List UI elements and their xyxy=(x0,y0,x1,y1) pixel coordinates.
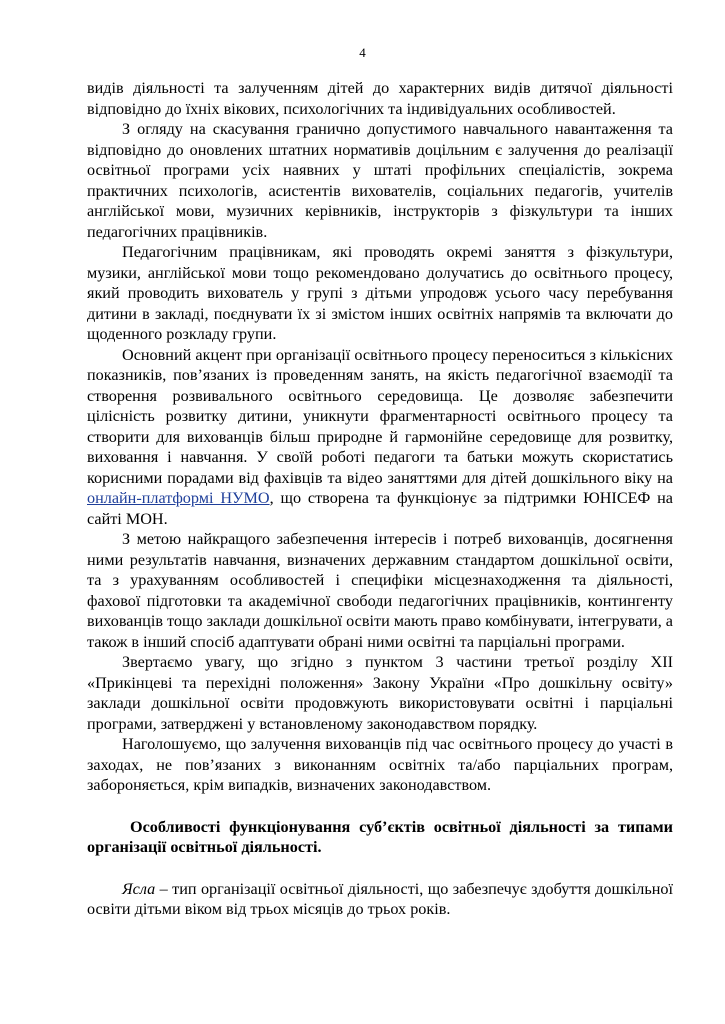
paragraph-4-tail: , що створена та функціонує за підтримки ЮНІСЕФ на сайті МОН. xyxy=(87,489,673,528)
section-heading: Особливості функціонування суб’єктів освітньої діяльності за типами організації освітньої діяльності. xyxy=(87,817,673,856)
document-body xyxy=(87,78,673,920)
term-nursery: Ясла xyxy=(122,879,156,898)
paragraph-4-text: Основний акцент при організації освітнього процесу переноситься з кількісних показників, пов’язаних із проведенням занять, на якість педагогічної взаємодії та створення розвивального освітнього середовища. Це дозволяє забезпечити цілісність розвитку дитини, уникнути фрагментарності освітнього процесу та створити для вихованців більш природне й гармонійне середовище для розвитку, виховання і навчання. У своїй роботі педагоги та батьки можуть скористатись корисними порадами від фахівців та відео заняттями для дітей дошкільного віку на xyxy=(87,345,673,487)
paragraph-1: видів діяльності та залученням дітей до характерних видів дитячої діяльності відповідно до їхніх вікових, психологічних та індивідуальних особливостей. xyxy=(87,79,673,118)
paragraph-3: Педагогічним працівникам, які проводять окремі заняття з фізкультури, музики, англійської мови тощо рекомендовано долучатись до освітнього процесу, який проводить вихователь у групі з дітьми упродовж усього часу перебування дитини в закладі, поєднувати їх зі змістом інших освітніх напрямів та включати до щоденного розкладу групи. xyxy=(87,243,673,343)
paragraph-4 xyxy=(87,345,673,530)
numo-platform-link[interactable]: онлайн-платформі НУМО xyxy=(87,489,270,507)
paragraph-8 xyxy=(87,879,673,920)
paragraph-2: З огляду на скасування гранично допустимого навчального навантаження та відповідно до оновлених штатних нормативів доцільним є залучення до реалізації освітньої програми усіх наявних у штаті профільних спеціалістів, зокрема практичних психологів, асистентів вихователів, соціальних педагогів, учителів англійської мови, музичних керівників, інструкторів з фізкультури та інших педагогічних працівників. xyxy=(87,120,673,241)
paragraph-5: З метою найкращого забезпечення інтересів і потреб вихованців, досягнення ними результатів навчання, визначених державним стандартом дошкільної освіти, та з урахуванням особливостей і специфіки місцезнаходження та діяльності, фахової підготовки та академічної свободи педагогічних працівників, контингенту вихованців тощо заклади дошкільної освіти мають право комбінувати, інтегрувати, а також в інший спосіб адаптувати обрані ними освітні та парціальні програми. xyxy=(87,530,673,651)
paragraph-8-text: – тип організації освітньої діяльності, що забезпечує здобуття дошкільної освіти дітьми віком від трьох місяців до трьох років. xyxy=(87,879,673,918)
paragraph-7: Наголошуємо, що залучення вихованців під час освітнього процесу до участі в заходах, не пов’язаних з виконанням освітніх та/або парціальних програм, забороняється, крім випадків, визначених законодавством. xyxy=(87,735,673,794)
page-number: 4 xyxy=(359,45,366,60)
paragraph-6: Звертаємо увагу, що згідно з пунктом 3 частини третьої розділу XII «Прикінцеві та перехідні положення» Закону України «Про дошкільну освіту» заклади дошкільної освіти продовжують використовувати освітні і парціальні програми, затверджені у встановленому законодавством порядку. xyxy=(87,653,673,733)
